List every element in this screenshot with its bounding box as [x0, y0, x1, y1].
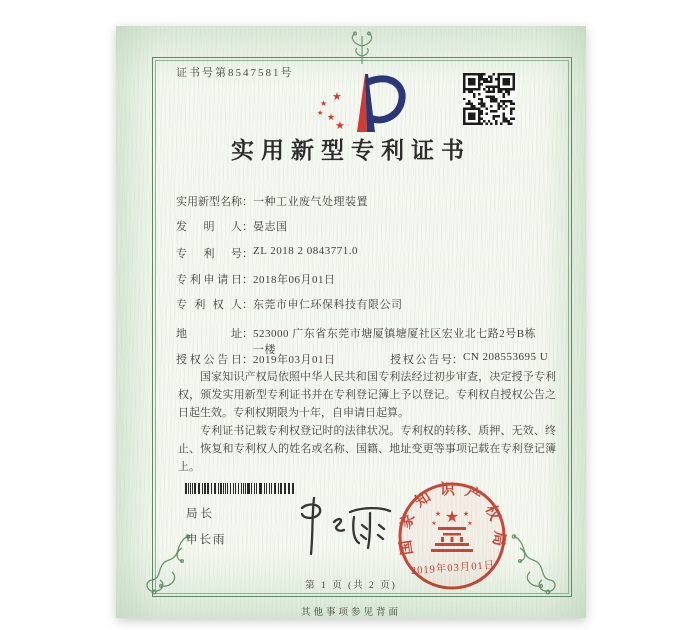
- field-label: 实用新型名称: [176, 196, 242, 208]
- director-title: 局长: [186, 508, 215, 520]
- colon: ：: [452, 354, 463, 366]
- svg-text:★: ★: [462, 510, 470, 518]
- seal-ring-text: 国家知识产权局: [396, 482, 508, 557]
- field-label: 地址: [176, 328, 242, 340]
- body-paragraph-1: 国家知识产权局依照中华人民共和国专利法经过初步审查，决定授予专利权，颁发实用新型专利证书并在专利登记簿上予以登记。专利权自授权公告之日起生效。专利权期限为十年，自申请日起算。: [178, 371, 556, 419]
- field-value: 523000 广东省东莞市塘厦镇塘厦社区宏业北七路2号B栋: [253, 328, 537, 340]
- field-patentee: [176, 296, 568, 310]
- svg-text:★: ★: [434, 510, 442, 518]
- svg-text:★: ★: [317, 109, 324, 117]
- field-label: 授权公告号: [390, 354, 452, 366]
- field-inventor: [176, 218, 568, 232]
- qr-code: [463, 73, 515, 125]
- svg-text:★: ★: [327, 113, 336, 123]
- certificate-body: [178, 368, 556, 476]
- colon: ：: [242, 248, 253, 260]
- field-grant-number: [390, 351, 548, 367]
- field-label: 授权公告日: [176, 354, 242, 366]
- field-value: ZL 2018 2 0843771.0: [253, 245, 359, 257]
- colon: ：: [242, 299, 253, 311]
- field-address: [176, 325, 568, 339]
- top-ornament-icon: [342, 31, 382, 65]
- seal-date: 2019年03月01日: [410, 560, 496, 577]
- director-signature: [286, 492, 401, 562]
- director-name: 申长雨: [186, 534, 227, 546]
- body-paragraph-2: 专利证书记载专利权登记时的法律状况。专利权的转移、质押、无效、终止、恢复和专利权人的姓名或名称、国籍、地址变更等事项记载在专利登记簿上。: [178, 425, 556, 473]
- page-indicator: 第 1 页 (共 2 页): [305, 581, 397, 591]
- cnipa-logo-icon: [316, 68, 411, 136]
- certificate-paper: [116, 26, 586, 618]
- field-name: [176, 193, 568, 207]
- field-value: 一种工业废气处理装置: [253, 196, 368, 208]
- field-label: 专利号: [176, 248, 242, 260]
- svg-text:★: ★: [332, 90, 342, 103]
- svg-text:★: ★: [431, 520, 437, 527]
- field-value: 晏志国: [253, 221, 288, 233]
- svg-text:★: ★: [335, 119, 345, 132]
- field-filing-date: [176, 271, 568, 285]
- colon: ：: [242, 274, 253, 286]
- colon: ：: [242, 196, 253, 208]
- svg-text:★: ★: [320, 99, 328, 108]
- svg-text:★: ★: [444, 507, 460, 526]
- field-value: 2018年06月01日: [253, 274, 336, 286]
- certificate-number: 证书号第8547581号: [176, 67, 294, 79]
- colon: ：: [242, 354, 253, 366]
- field-value: 东莞市申仁环保科技有限公司: [253, 299, 403, 311]
- field-label: 发明人: [176, 221, 242, 233]
- colon: ：: [242, 221, 253, 233]
- field-grant: [176, 351, 568, 365]
- colon: ：: [242, 328, 253, 340]
- field-value: CN 208553695 U: [463, 351, 549, 363]
- backside-note: 其他事项参见背面: [300, 608, 401, 618]
- barcode: [185, 483, 297, 494]
- field-label: 专利权人: [176, 299, 242, 311]
- svg-text:★: ★: [467, 520, 473, 527]
- field-value: 2019年03月01日: [253, 354, 336, 366]
- field-value: 一楼: [253, 344, 276, 356]
- field-label: 专利申请日: [176, 274, 242, 286]
- certificate-title: 实用新型专利证书: [231, 138, 471, 163]
- field-patent-number: [176, 245, 568, 259]
